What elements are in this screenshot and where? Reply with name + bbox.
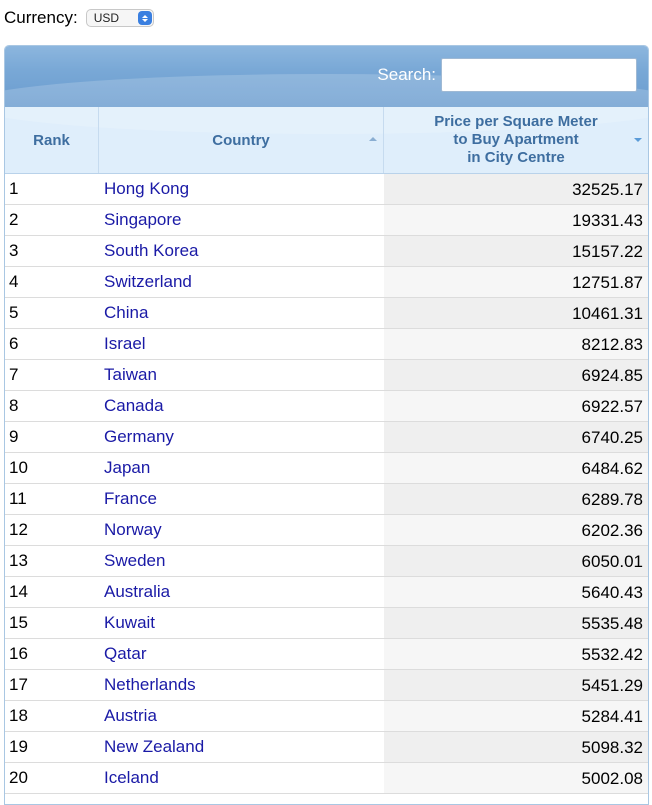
- price-cell: 32525.17: [384, 174, 648, 204]
- rank-cell: 15: [9, 613, 28, 632]
- table-row: [5, 267, 648, 298]
- country-link[interactable]: South Korea: [104, 241, 199, 260]
- country-link[interactable]: Israel: [104, 334, 146, 353]
- price-cell: 12751.87: [384, 267, 648, 297]
- rank-cell: 8: [9, 396, 19, 415]
- country-link[interactable]: Qatar: [104, 644, 147, 663]
- sort-descending-icon: [634, 138, 642, 142]
- sort-ascending-icon: [369, 137, 377, 141]
- table-row: [5, 515, 648, 546]
- price-cell: 6740.25: [384, 422, 648, 452]
- country-link[interactable]: Netherlands: [104, 675, 196, 694]
- price-cell: 10461.31: [384, 298, 648, 328]
- country-link[interactable]: Taiwan: [104, 365, 157, 384]
- price-cell: 6202.36: [384, 515, 648, 545]
- rank-cell: 14: [9, 582, 28, 601]
- table-header: [5, 107, 648, 174]
- rank-cell: 7: [9, 365, 19, 384]
- select-arrows-icon: [138, 11, 152, 25]
- currency-label: Currency:: [4, 8, 78, 27]
- column-header-rank[interactable]: [5, 107, 99, 173]
- country-link[interactable]: Germany: [104, 427, 174, 446]
- rank-cell: 2: [9, 210, 19, 229]
- table-row: [5, 639, 648, 670]
- rank-cell: 20: [9, 768, 28, 787]
- rank-cell: 19: [9, 737, 28, 756]
- table-row: [5, 484, 648, 515]
- country-link[interactable]: Japan: [104, 458, 151, 477]
- table-row: [5, 577, 648, 608]
- country-link[interactable]: France: [104, 489, 157, 508]
- rank-cell: 18: [9, 706, 28, 725]
- price-cell: 5284.41: [384, 701, 648, 731]
- country-link[interactable]: Sweden: [104, 551, 166, 570]
- price-cell: 5002.08: [384, 763, 648, 793]
- table-row: [5, 546, 648, 577]
- rank-cell: 3: [9, 241, 19, 260]
- country-link[interactable]: Singapore: [104, 210, 182, 229]
- price-cell: 15157.22: [384, 236, 648, 266]
- table-body: [5, 174, 648, 794]
- column-header-price-line1: Price per Square Meter: [434, 113, 598, 130]
- price-cell: 5640.43: [384, 577, 648, 607]
- price-cell: 19331.43: [384, 205, 648, 235]
- table-row: [5, 670, 648, 701]
- search-label: Search:: [377, 65, 436, 84]
- column-header-price[interactable]: [384, 107, 648, 173]
- table-row: [5, 174, 648, 205]
- rank-cell: 9: [9, 427, 19, 446]
- price-cell: 6484.62: [384, 453, 648, 483]
- table-row: [5, 205, 648, 236]
- search-bar: [5, 46, 648, 107]
- rank-cell: 11: [9, 489, 27, 508]
- price-cell: 5451.29: [384, 670, 648, 700]
- table-row: [5, 732, 648, 763]
- country-link[interactable]: Austria: [104, 706, 157, 725]
- rank-cell: 13: [9, 551, 28, 570]
- column-header-price-line2: to Buy Apartment: [453, 131, 579, 148]
- country-link[interactable]: Canada: [104, 396, 164, 415]
- price-cell: 6289.78: [384, 484, 648, 514]
- currency-select-value: USD: [93, 11, 120, 25]
- country-link[interactable]: New Zealand: [104, 737, 205, 756]
- rank-cell: 12: [9, 520, 28, 539]
- country-link[interactable]: Switzerland: [104, 272, 192, 291]
- currency-select[interactable]: [86, 9, 154, 27]
- column-header-country-label: Country: [212, 131, 270, 149]
- ranking-table: [4, 45, 649, 805]
- price-cell: 6050.01: [384, 546, 648, 576]
- table-row: [5, 329, 648, 360]
- country-link[interactable]: Kuwait: [104, 613, 156, 632]
- price-cell: 5532.42: [384, 639, 648, 669]
- price-cell: 8212.83: [384, 329, 648, 359]
- column-header-country[interactable]: [99, 107, 384, 173]
- search-input[interactable]: [441, 58, 637, 92]
- table-row: [5, 422, 648, 453]
- country-link[interactable]: Hong Kong: [104, 179, 190, 198]
- table-row: [5, 608, 648, 639]
- price-cell: 6922.57: [384, 391, 648, 421]
- country-link[interactable]: Norway: [104, 520, 162, 539]
- rank-cell: 17: [9, 675, 28, 694]
- table-row: [5, 763, 648, 794]
- rank-cell: 4: [9, 272, 19, 291]
- table-row: [5, 391, 648, 422]
- rank-cell: 6: [9, 334, 19, 353]
- price-cell: 6924.85: [384, 360, 648, 390]
- table-row: [5, 701, 648, 732]
- table-row: [5, 298, 648, 329]
- rank-cell: 5: [9, 303, 19, 322]
- price-cell: 5535.48: [384, 608, 648, 638]
- country-link[interactable]: Iceland: [104, 768, 159, 787]
- rank-cell: 1: [9, 179, 19, 198]
- country-link[interactable]: Australia: [104, 582, 171, 601]
- country-link[interactable]: China: [104, 303, 149, 322]
- currency-selector: [4, 6, 154, 30]
- rank-cell: 10: [9, 458, 28, 477]
- table-row: [5, 453, 648, 484]
- table-row: [5, 360, 648, 391]
- column-header-rank-label: Rank: [33, 131, 70, 149]
- price-cell: 5098.32: [384, 732, 648, 762]
- rank-cell: 16: [9, 644, 28, 663]
- table-row: [5, 236, 648, 267]
- column-header-price-line3: in City Centre: [467, 149, 565, 166]
